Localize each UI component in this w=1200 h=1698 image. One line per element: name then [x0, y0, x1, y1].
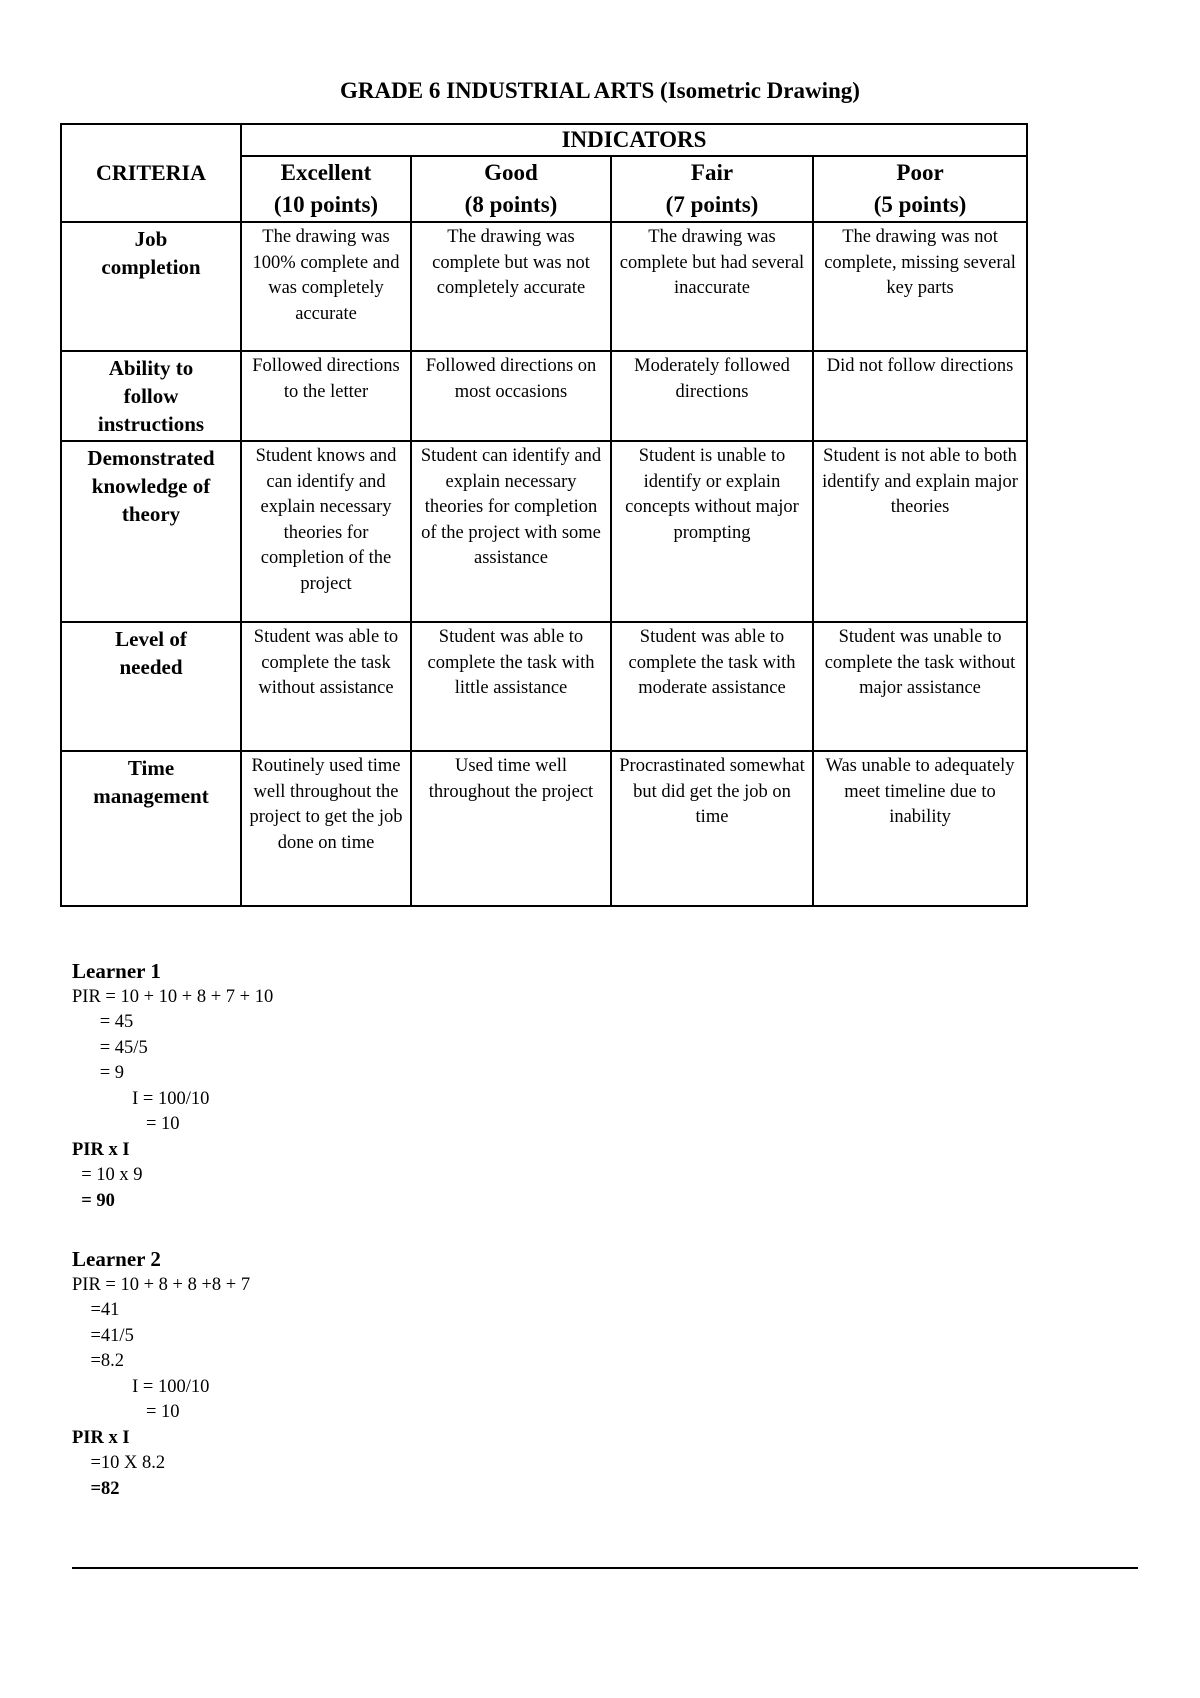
- indicator-cell: Used time well throughout the project: [411, 751, 611, 906]
- indicator-cell: The drawing was complete but had several inaccurate: [611, 222, 813, 351]
- criterion-label: Level of needed: [115, 627, 187, 679]
- criterion-cell: [61, 751, 241, 906]
- document-title: GRADE 6 INDUSTRIAL ARTS (Isometric Drawing): [340, 78, 860, 103]
- computation-line: PIR = 10 + 10 + 8 + 7 + 10: [72, 986, 274, 1007]
- criterion-label: Ability to follow instructions: [97, 356, 205, 436]
- final-score: = 90: [72, 1190, 115, 1211]
- learner-1-computation: [72, 959, 273, 1214]
- computation-line: =41/5: [72, 1325, 134, 1346]
- indicator-cell: Followed directions to the letter: [241, 351, 411, 441]
- computation-line: = 9: [72, 1063, 125, 1083]
- indicator-cell: Was unable to adequately meet timeline due to inability: [813, 751, 1027, 906]
- indicator-cell: Student was able to complete the task without assistance: [241, 622, 411, 751]
- learner-2-computation: [72, 1247, 250, 1502]
- final-score: =82: [72, 1478, 120, 1499]
- criterion-cell: [61, 351, 241, 441]
- computation-line: I = 100/10: [72, 1088, 210, 1109]
- indicator-cell: The drawing was not complete, missing several key parts: [813, 222, 1027, 351]
- computation-line: PIR = 10 + 8 + 8 +8 + 7: [72, 1274, 251, 1295]
- computation-line: = 45: [72, 1012, 134, 1032]
- computation-line: =41: [72, 1300, 120, 1320]
- computation-line: I = 100/10: [72, 1376, 210, 1397]
- computation-line: = 45/5: [72, 1037, 148, 1058]
- level-header-excellent: Excellent (10 points): [241, 156, 411, 222]
- criterion-cell: [61, 622, 241, 751]
- learner-heading: Learner 2: [72, 1247, 161, 1271]
- level-header-poor: Poor (5 points): [813, 156, 1027, 222]
- computation-line: = 10: [72, 1114, 180, 1134]
- computation-line: = 10: [72, 1402, 180, 1422]
- table-row: [61, 622, 1027, 751]
- criterion-label: Demonstrated knowledge of theory: [87, 446, 215, 526]
- computation-line: =8.2: [72, 1351, 125, 1371]
- indicator-cell: Did not follow directions: [813, 351, 1027, 441]
- indicator-cell: Routinely used time well throughout the project to get the job done on time: [241, 751, 411, 906]
- indicators-header: INDICATORS: [241, 124, 1027, 156]
- indicator-cell: Student was able to complete the task with moderate assistance: [611, 622, 813, 751]
- indicator-cell: Student was unable to complete the task without major assistance: [813, 622, 1027, 751]
- indicator-cell: Procrastinated somewhat but did get the job on time: [611, 751, 813, 906]
- table-row: [61, 222, 1027, 351]
- table-row: [61, 351, 1027, 441]
- level-header-fair: Fair (7 points): [611, 156, 813, 222]
- formula-label: PIR x I: [72, 1139, 130, 1160]
- horizontal-rule: [72, 1567, 1138, 1569]
- indicator-cell: Student knows and can identify and explain necessary theories for completion of the project: [241, 441, 411, 622]
- formula-label: PIR x I: [72, 1427, 130, 1448]
- criterion-label: Job completion: [101, 227, 201, 279]
- rubric-table: [60, 123, 1028, 907]
- computation-line: =10 X 8.2: [72, 1453, 166, 1473]
- indicator-cell: The drawing was 100% complete and was completely accurate: [241, 222, 411, 351]
- indicator-cell: Student is not able to both identify and explain major theories: [813, 441, 1027, 622]
- level-header-good: Good (8 points): [411, 156, 611, 222]
- indicator-cell: Moderately followed directions: [611, 351, 813, 441]
- indicator-cell: Student is unable to identify or explain concepts without major prompting: [611, 441, 813, 622]
- criterion-label: Time management: [93, 756, 209, 808]
- computation-line: = 10 x 9: [72, 1165, 143, 1185]
- learner-heading: Learner 1: [72, 959, 161, 983]
- table-row: [61, 751, 1027, 906]
- indicator-cell: The drawing was complete but was not completely accurate: [411, 222, 611, 351]
- table-row: [61, 441, 1027, 622]
- indicator-cell: Followed directions on most occasions: [411, 351, 611, 441]
- criterion-cell: [61, 441, 241, 622]
- indicator-cell: Student can identify and explain necessary theories for completion of the project with some assistance: [411, 441, 611, 622]
- criterion-cell: [61, 222, 241, 351]
- criteria-header: CRITERIA: [61, 124, 241, 222]
- indicator-cell: Student was able to complete the task with little assistance: [411, 622, 611, 751]
